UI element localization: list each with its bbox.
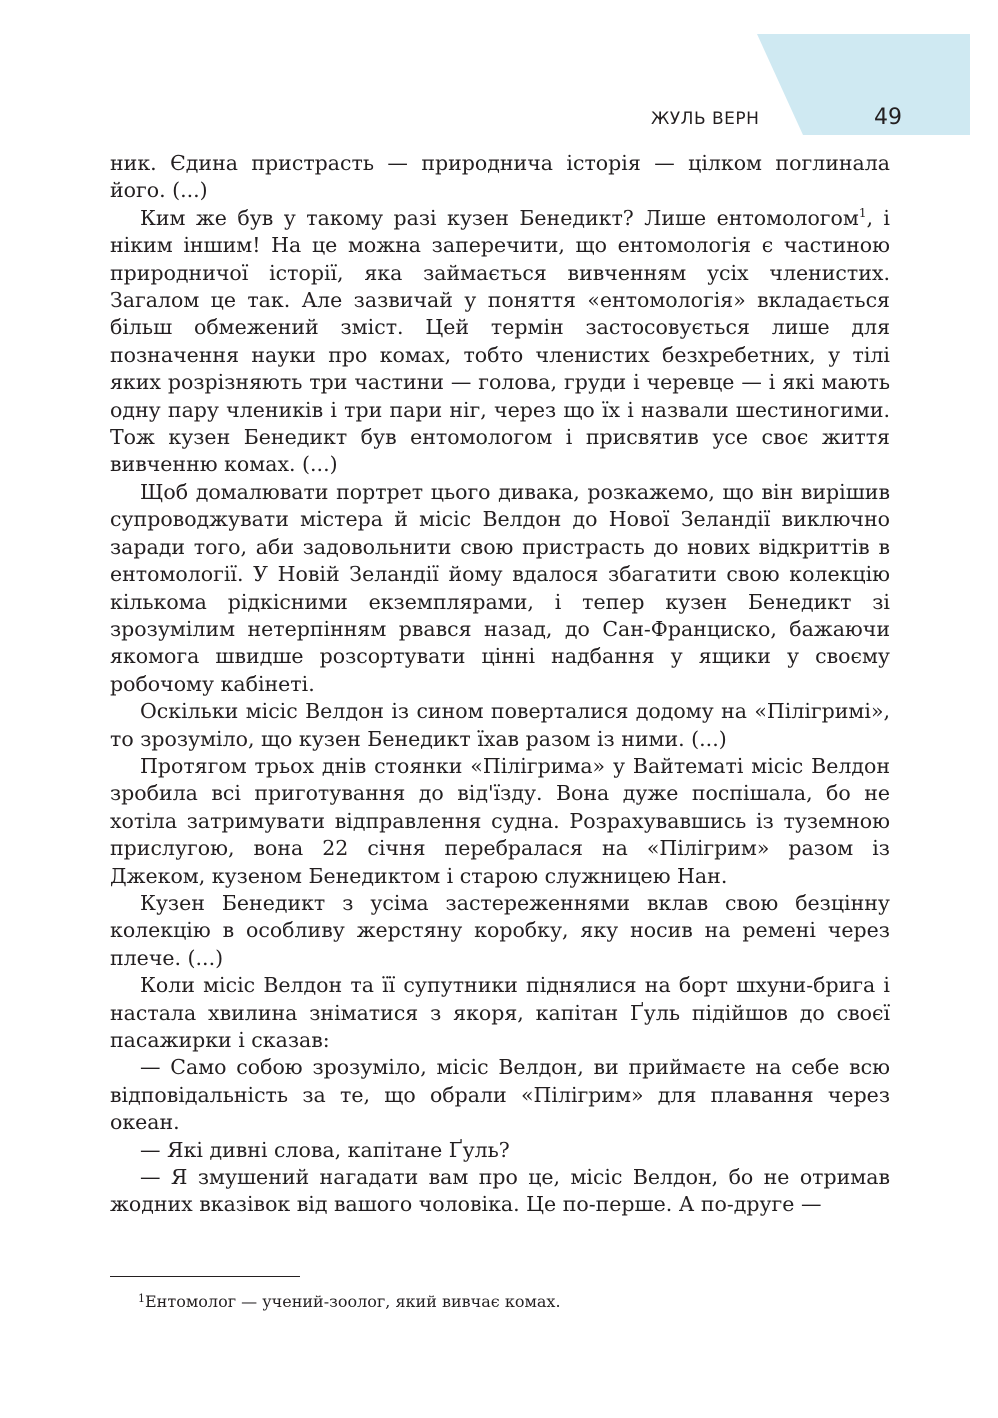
header-decoration (757, 34, 970, 135)
main-text (110, 150, 890, 1219)
footnote (138, 1288, 561, 1313)
running-head: ЖУЛЬ ВЕРН (651, 109, 760, 129)
paragraph: Коли місіс Велдон та її супутники піднялися на борт шхуни-брига і настала хвилина зніматися з якоря, капітан Ґуль підійшов до своєї пасажирки і сказав: (110, 973, 890, 1052)
paragraph-text: , і ніким іншим! На це можна заперечити, що ентомологія є частиною природничої історії, яка займається вивченням усіх членистих. Загалом це так. Але зазвичай у поняття «ентомологія» вкладається більш обмежений зміст. Цей термін застосовується лише для позначення науки про комах, тобто членистих безхребетних, у тілі яких розрізняють три частини — голова, груди і черевце — і які мають одну пару члеників і три пари ніг, через що їх і назвали шестиногими. Тож кузен Бенедикт був ентомологом і присвятив усе своє життя вивченню комах. (...) (110, 205, 890, 477)
paragraph (110, 205, 890, 479)
dialogue-line: — Які дивні слова, капітане Ґуль? (140, 1137, 510, 1162)
footnote-mark: 1 (138, 1292, 145, 1305)
page-number: 49 (874, 105, 902, 130)
paragraph: Протягом трьох днів стоянки «Пілігрима» у Вайтематі місіс Велдон зробила всі приготування до від'їзду. Вона дуже поспішала, бо не хотіла затримувати відправлення судна. Розрахувавшись із туземною прислугою, вона 22 січня перебралася на «Пілігрим» разом із Джеком, кузеном Бенедиктом і старою служницею Нан. (110, 753, 890, 888)
paragraph: Оскільки місіс Велдон із сином поверталися додому на «Пілігримі», то зрозуміло, що кузен Бенедикт їхав разом із ними. (...) (110, 699, 890, 751)
paragraph: ник. Єдина пристрасть — природнича історія — цілком поглинала його. (...) (110, 151, 890, 203)
paragraph: Щоб домалювати портрет цього дивака, розкажемо, що він вирішив супроводжувати містера й місіс Велдон до Нової Зеландії виключно заради того, аби задовольнити свою пристрасть до нових відкриттів в ентомології. У Новій Зеландії йому вдалося збагатити свою колекцію кількома рідкісними екземплярами, і тепер кузен Бенедикт зі зрозумілим нетерпінням рвався назад, до Сан-Франциско, бажаючи якомога швидше розсортувати цінні надбання у ящики у своєму робочому кабінеті. (110, 479, 890, 696)
footnote-text: Ентомолог — учений-зоолог, який вивчає комах. (145, 1292, 561, 1311)
paragraph: Кузен Бенедикт з усіма застереженнями вклав свою безцінну колекцію в особливу жерстяну коробку, яку носив на ремені через плече. (...) (110, 890, 890, 970)
dialogue-line: — Само собою зрозуміло, місіс Велдон, ви приймаєте на себе всю відповідальність за те, що обрали «Пілігрим» для плавання через океан. (110, 1055, 890, 1135)
paragraph-text: Ким же був у такому разі кузен Бенедикт? Лише ентомологом (140, 205, 859, 230)
footnote-reference: 1 (858, 205, 867, 220)
dialogue-line: — Я змушений нагадати вам про це, місіс Велдон, бо не отримав жодних вказівок від вашого чоловіка. Це по-перше. А по-друге — (110, 1165, 890, 1217)
footnote-divider (110, 1276, 300, 1277)
